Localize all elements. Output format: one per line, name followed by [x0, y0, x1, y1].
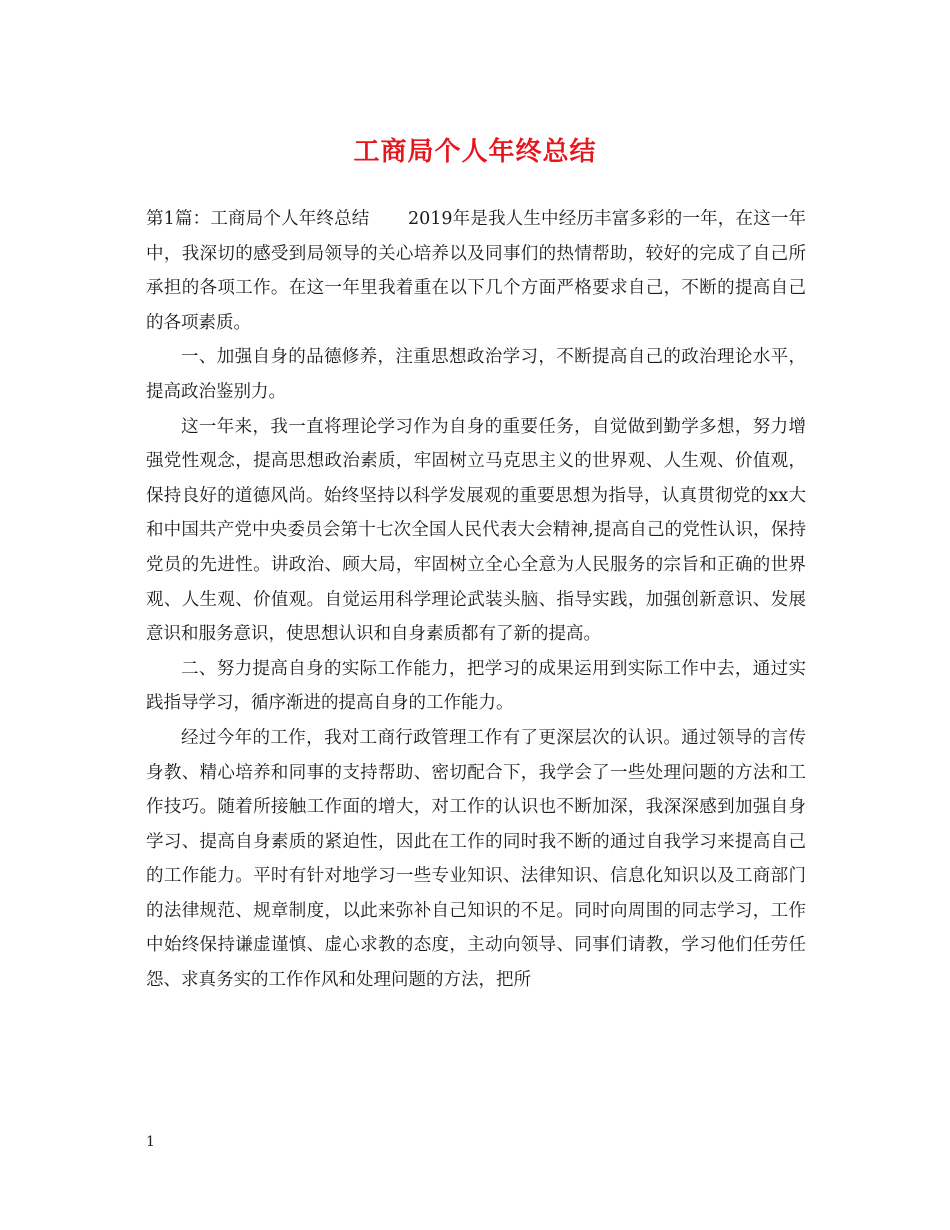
section-heading-two: 二、努力提高自身的实际工作能力，把学习的成果运用到实际工作中去，通过实践指导学习，循序渐进的提高自身的工作能力。: [146, 658, 806, 714]
paragraph-text: 2019年是我人生中经历丰富多彩的一年，在这一年中，我深切的感受到局领导的关心培养以及同事们的热情帮助，较好的完成了自己所承担的各项工作。在这一年里我着重在以下几个方面严格要求自己，不断的提高自己的各项素质。: [146, 209, 806, 333]
paragraph-intro: [146, 202, 806, 340]
document-title: 工商局个人年终总结: [353, 137, 597, 167]
page-number: 1: [146, 1134, 155, 1150]
document-body: [146, 202, 806, 998]
paragraph-work-ability: 经过今年的工作，我对工商行政管理工作有了更深层次的认识。通过领导的言传身教、精心培养和同事的支持帮助、密切配合下，我学会了一些处理问题的方法和工作技巧。随着所接触工作面的增大，对工作的认识也不断加深，我深深感到加强自身学习、提高自身素质的紧迫性，因此在工作的同时我不断的通过自我学习来提高自己的工作能力。平时有针对地学习一些专业知识、法律知识、信息化知识以及工商部门的法律规范、规章制度，以此来弥补自己知识的不足。同时向周围的同志学习，工作中始终保持谦虚谨慎、虚心求教的态度，主动向领导、同事们请教，学习他们任劳任怨、求真务实的工作作风和处理问题的方法，把所: [146, 727, 806, 991]
section-heading-one: 一、加强自身的品德修养，注重思想政治学习，不断提高自己的政治理论水平，提高政治鉴别力。: [146, 347, 806, 402]
paragraph-theory-study: 这一年来，我一直将理论学习作为自身的重要任务，自觉做到勤学多想，努力增强党性观念，提高思想政治素质，牢固树立马克思主义的世界观、人生观、价值观，保持良好的道德风尚。始终坚持以科学发展观的重要思想为指导，认真贯彻党的xx大和中国共产党中央委员会第十七次全国人民代表大会精神,提高自己的党性认识，保持党员的先进性。讲政治、顾大局，牢固树立全心全意为人民服务的宗旨和正确的世界观、人生观、价值观。自觉运用科学理论武装头脑、指导实践，加强创新意识、发展意识和服务意识，使思想认识和自身素质都有了新的提高。: [146, 416, 806, 645]
article-heading: 第1篇：工商局个人年终总结: [146, 209, 370, 229]
